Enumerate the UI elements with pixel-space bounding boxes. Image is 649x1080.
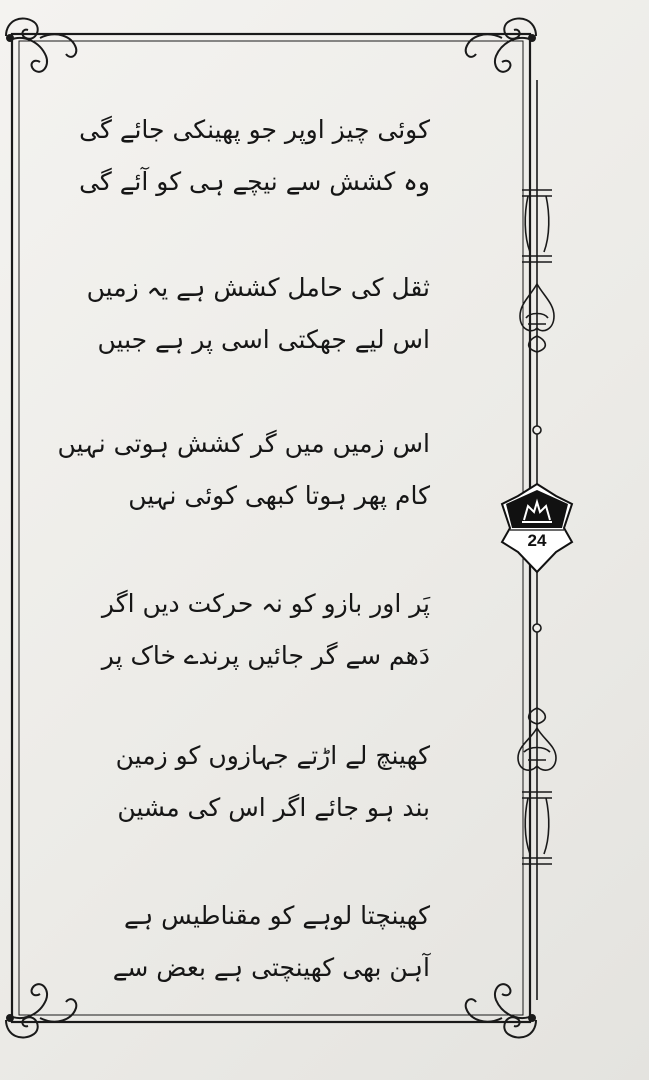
corner-ornament-bottom-left bbox=[6, 984, 76, 1037]
verse-line: ثقل کی حامل کشش ہے یہ زمیں bbox=[86, 273, 430, 302]
verse-line: کھینچتا لوہے کو مقناطیس ہے bbox=[123, 901, 430, 930]
couplet-6 bbox=[110, 890, 430, 994]
verse-line: آہن بھی کھینچتی ہے بعض سے bbox=[112, 953, 430, 982]
verse-line: بند ہو جائے اگر اس کی مشین bbox=[117, 793, 430, 822]
verse-line: وہ کشش سے نیچے ہی کو آئے گی bbox=[79, 167, 430, 196]
verse-line: کوئی چیز اوپر جو پھینکی جائے گی bbox=[79, 115, 430, 144]
verse-line: کھینچ لے اڑتے جہازوں کو زمین bbox=[115, 741, 430, 770]
couplet-2 bbox=[86, 262, 430, 366]
corner-ornament-bottom-right bbox=[466, 984, 536, 1037]
couplet-4 bbox=[101, 578, 430, 682]
couplet-1 bbox=[79, 104, 430, 208]
verse-line: اس زمیں میں گر کشش ہوتی نہیں bbox=[57, 429, 430, 458]
couplet-5 bbox=[110, 730, 430, 834]
corner-ornament-top-left bbox=[6, 18, 76, 71]
corner-ornament-top-right bbox=[466, 18, 536, 71]
verse-line: دَھم سے گر جائیں پرندے خاک پر bbox=[101, 641, 430, 670]
verse-line: کام پھر ہوتا کبھی کوئی نہیں bbox=[128, 481, 430, 510]
page-number-badge bbox=[500, 482, 574, 574]
couplet-3 bbox=[57, 418, 430, 522]
page-number: 24 bbox=[527, 531, 547, 550]
verse-line: اس لیے جھکتی اسی پر ہے جبیں bbox=[97, 325, 430, 354]
verse-line: پَر اور بازو کو نہ حرکت دیں اگر bbox=[101, 589, 430, 618]
